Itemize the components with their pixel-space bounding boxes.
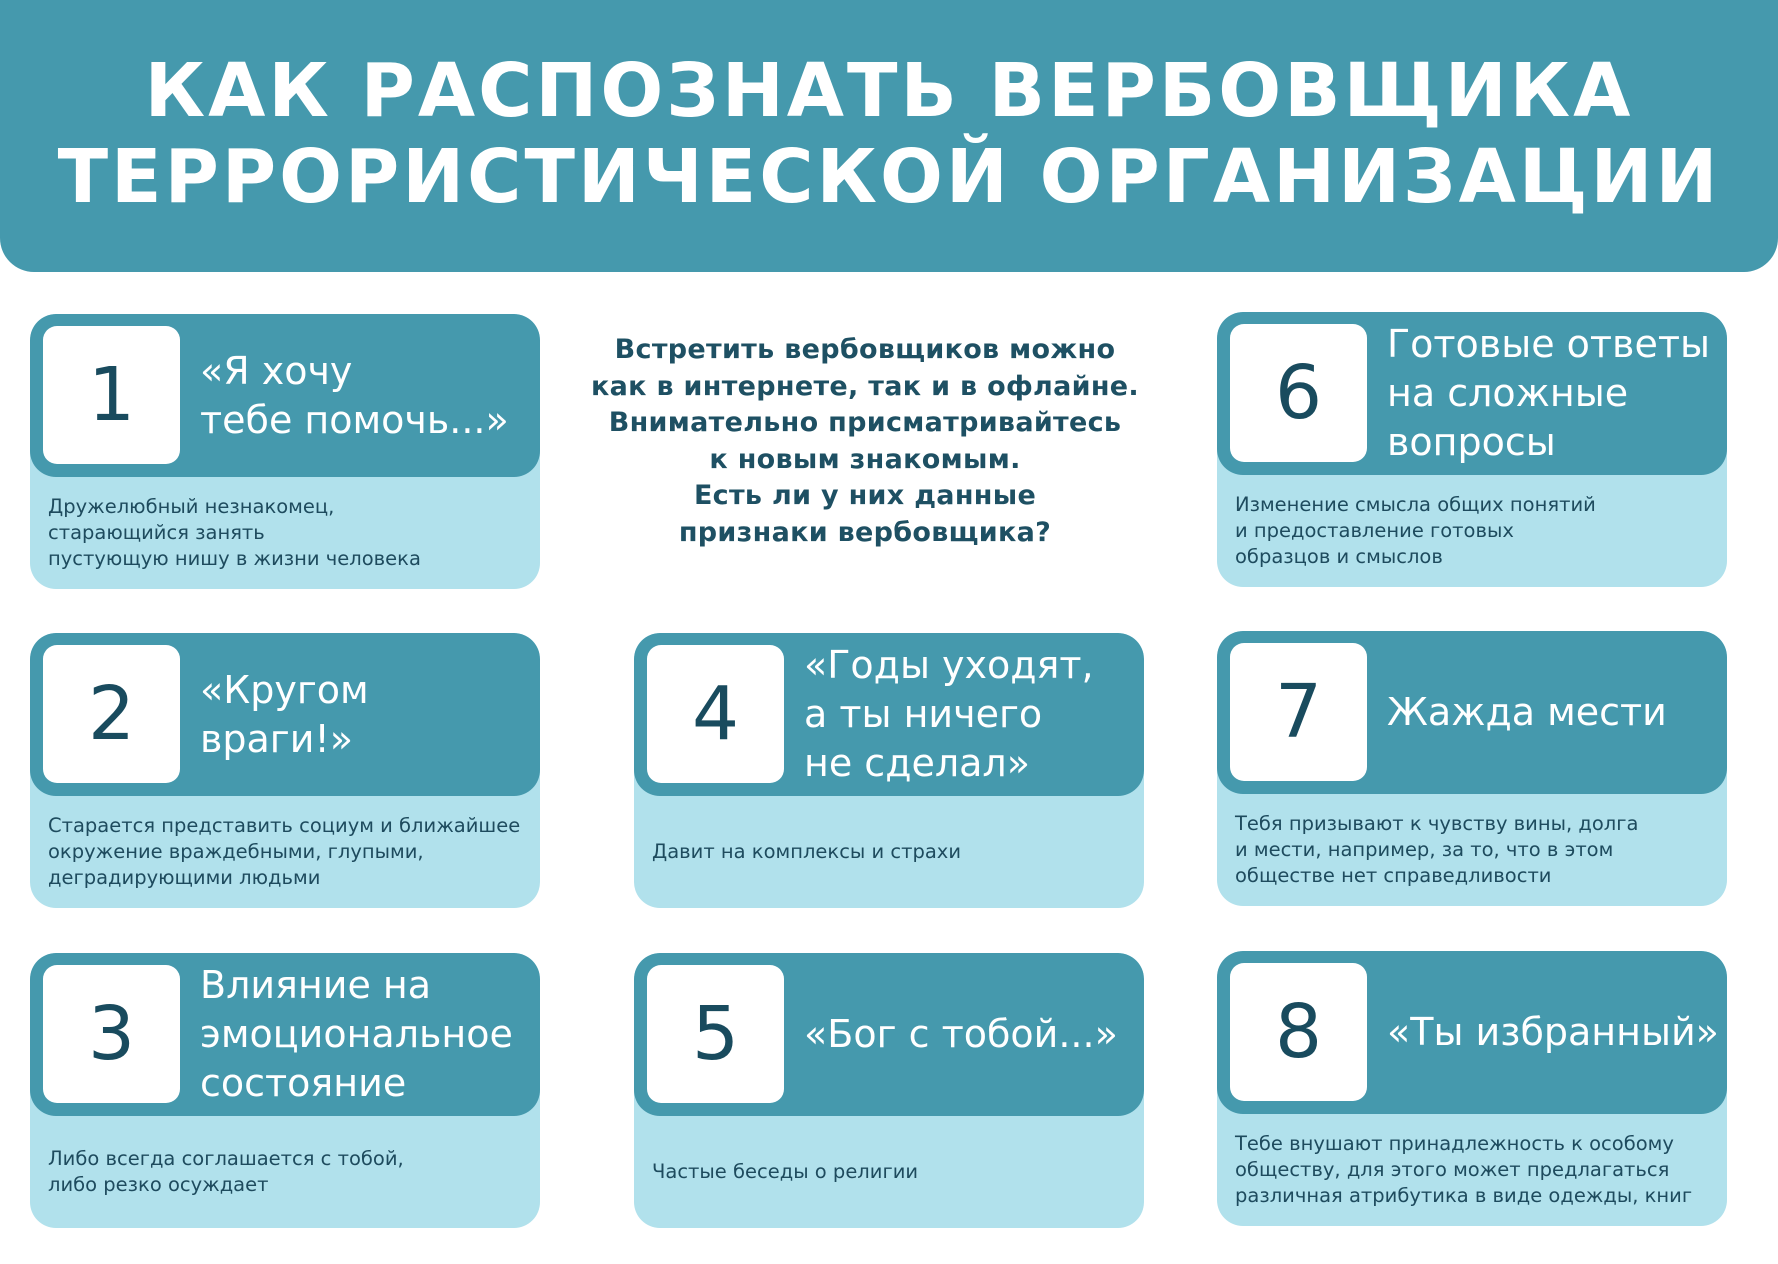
sign-card-4 [634, 633, 1144, 908]
card-header [30, 314, 540, 477]
page-title [0, 48, 1778, 220]
card-title: «Ты избранный» [1387, 1010, 1719, 1054]
card-description: Либо всегда соглашается с тобой, либо резко осуждает [48, 1147, 404, 1196]
card-header [1217, 951, 1727, 1114]
card-title: Влияние на эмоциональное состояние [200, 963, 513, 1105]
sign-card-1 [30, 314, 540, 589]
card-number: 2 [43, 645, 180, 783]
title-line-2: ТЕРРОРИСТИЧЕСКОЙ ОРГАНИЗАЦИИ [57, 134, 1721, 220]
card-description: Дружелюбный незнакомец, старающийся занять пустующую нишу в жизни человека [48, 495, 421, 570]
sign-card-3 [30, 953, 540, 1228]
intro-text: Встретить вербовщиков можно как в интернете, так и в офлайне. Внимательно присматривайтесь к новым знакомым. Есть ли у них данные признаки вербовщика? [591, 334, 1139, 548]
card-number: 4 [647, 645, 784, 783]
card-description: Давит на комплексы и страхи [652, 840, 962, 863]
card-header [30, 953, 540, 1116]
card-header [1217, 631, 1727, 794]
card-number: 6 [1230, 324, 1367, 462]
card-title: Готовые ответы на сложные вопросы [1387, 322, 1710, 464]
card-header [1217, 312, 1727, 475]
card-number: 8 [1230, 963, 1367, 1101]
card-number: 5 [647, 965, 784, 1103]
card-header [634, 633, 1144, 796]
card-number: 7 [1230, 643, 1367, 781]
sign-card-5 [634, 953, 1144, 1228]
card-number: 1 [43, 326, 180, 464]
card-title: «Бог с тобой...» [804, 1012, 1118, 1056]
sign-card-2 [30, 633, 540, 908]
card-number: 3 [43, 965, 180, 1103]
header-banner [0, 0, 1778, 272]
sign-card-8 [1217, 951, 1727, 1226]
card-title: Жажда мести [1387, 690, 1667, 734]
card-description: Старается представить социум и ближайшее окружение враждебными, глупыми, деградирующими людьми [48, 814, 521, 889]
sign-card-7 [1217, 631, 1727, 906]
card-description: Частые беседы о религии [652, 1160, 919, 1183]
card-header [30, 633, 540, 796]
card-title: «Я хочу тебе помочь...» [200, 348, 509, 442]
card-description: Изменение смысла общих понятий и предоставление готовых образцов и смыслов [1235, 493, 1596, 568]
card-header [634, 953, 1144, 1116]
card-title: «Кругом враги!» [200, 667, 369, 761]
title-line-1: КАК РАСПОЗНАТЬ ВЕРБОВЩИКА [144, 48, 1634, 134]
card-description: Тебя призывают к чувству вины, долга и мести, например, за то, что в этом обществе нет справедливости [1235, 812, 1639, 887]
card-title: «Годы уходят, а ты ничего не сделал» [804, 643, 1094, 785]
card-description: Тебе внушают принадлежность к особому обществу, для этого может предлагаться различная атрибутика в виде одежды, книг [1235, 1132, 1693, 1207]
sign-card-6 [1217, 312, 1727, 587]
